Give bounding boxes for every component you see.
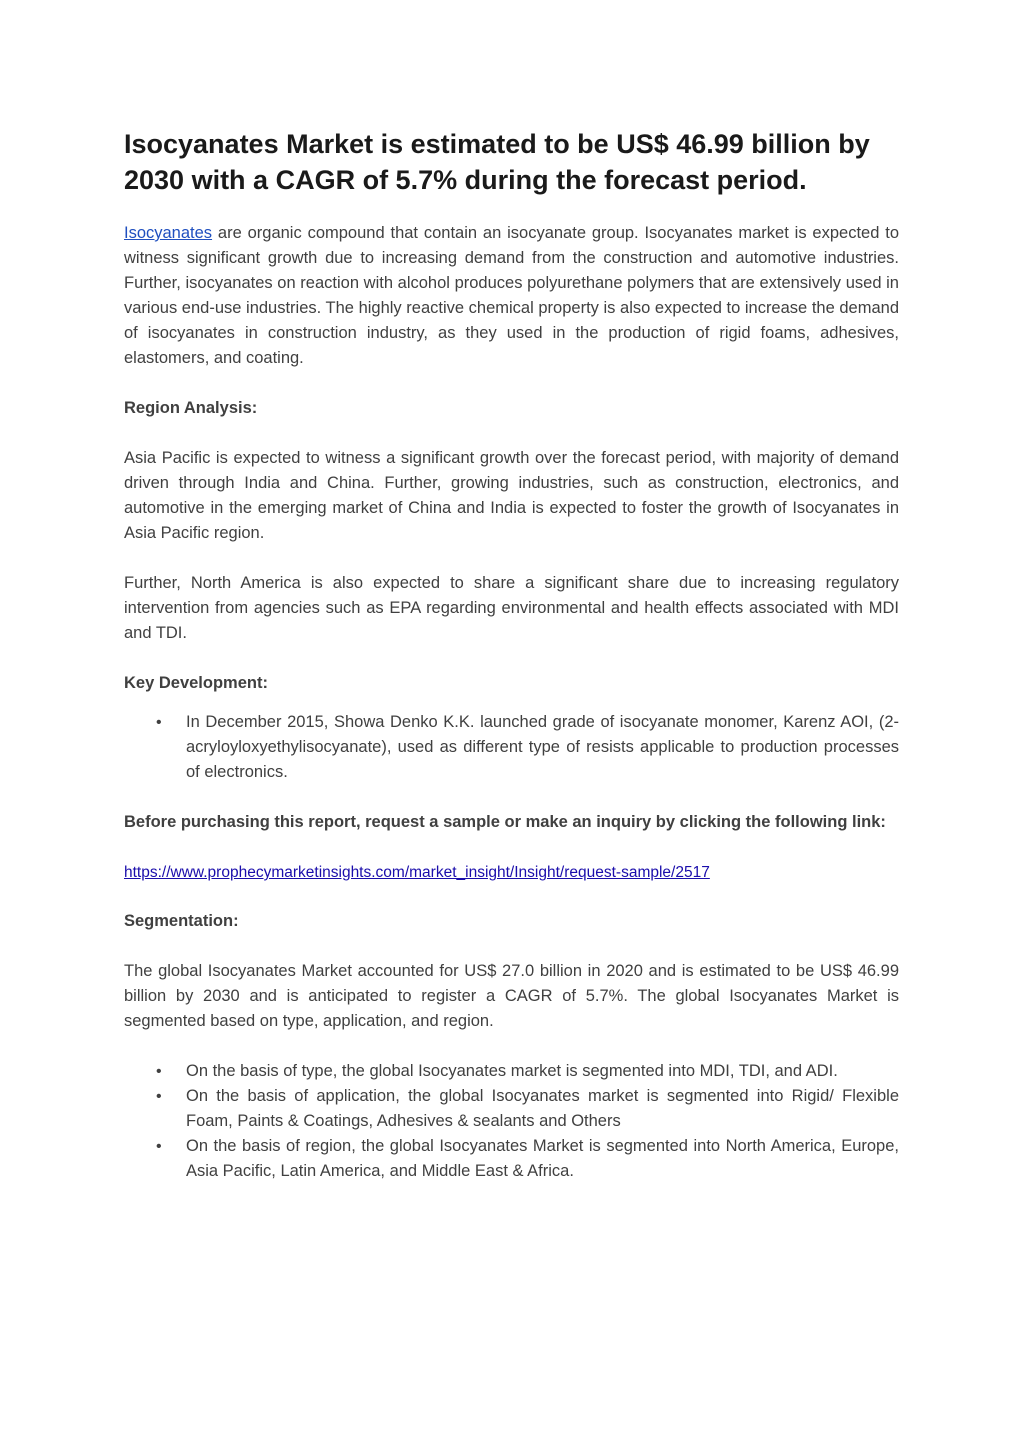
bullet-icon: • <box>156 1088 162 1105</box>
key-development-list <box>124 710 899 785</box>
list-item <box>124 1084 899 1134</box>
bullet-icon: • <box>156 1063 162 1080</box>
bullet-icon: • <box>156 1138 162 1155</box>
segmentation-heading: Segmentation: <box>124 912 239 930</box>
region-analysis-heading: Region Analysis: <box>124 399 258 417</box>
segmentation-paragraph: The global Isocyanates Market accounted for US$ 27.0 billion in 2020 and is estimated to be US$ 46.99 billion by 2030 and is anticipated to register a CAGR of 5.7%. The global Isocyanates Market is segmented based on type, application, and region. <box>124 962 899 1030</box>
bullet-icon: • <box>156 714 162 731</box>
key-development-heading: Key Development: <box>124 674 268 692</box>
document-page <box>124 126 899 1184</box>
list-item-text: On the basis of type, the global Isocyanates market is segmented into MDI, TDI, and ADI. <box>186 1062 838 1080</box>
list-item <box>124 710 899 785</box>
page-title: Isocyanates Market is estimated to be US$ 46.99 billion by 2030 with a CAGR of 5.7% during the forecast period. <box>124 129 870 195</box>
asia-pacific-paragraph: Asia Pacific is expected to witness a significant growth over the forecast period, with majority of demand driven through India and China. Further, growing industries, such as construction, electronics, and automotive in the emerging market of China and India is expected to foster the growth of Isocyanates in Asia Pacific region. <box>124 449 899 542</box>
segmentation-list <box>124 1059 899 1184</box>
cta-heading: Before purchasing this report, request a sample or make an inquiry by clicking the following link: <box>124 813 886 831</box>
intro-text: are organic compound that contain an isocyanate group. Isocyanates market is expected to witness significant growth due to increasing demand from the construction and automotive industries. Further, isocyanates on reaction with alcohol produces polyurethane polymers that are extensively used in various end-use industries. The highly reactive chemical property is also expected to increase the demand of isocyanates in construction industry, as they used in the production of rigid foams, adhesives, elastomers, and coating. <box>124 224 899 367</box>
list-item <box>124 1134 899 1184</box>
north-america-paragraph: Further, North America is also expected to share a significant share due to increasing regulatory intervention from agencies such as EPA regarding environmental and health effects associated with MDI and TDI. <box>124 574 899 642</box>
list-item <box>124 1059 899 1084</box>
request-sample-link[interactable]: https://www.prophecymarketinsights.com/market_insight/Insight/request-sample/2517 <box>124 864 710 881</box>
list-item-text: In December 2015, Showa Denko K.K. launched grade of isocyanate monomer, Karenz AOI, (2- acryloyloxyethylisocyanate), used as different type of resists applicable to production processes of electronics. <box>186 713 899 781</box>
intro-paragraph <box>124 221 899 371</box>
isocyanates-link[interactable]: Isocyanates <box>124 224 213 242</box>
list-item-text: On the basis of application, the global Isocyanates market is segmented into Rigid/ Flexible Foam, Paints & Coatings, Adhesives & sealants and Others <box>186 1087 899 1130</box>
sample-link-line <box>124 860 899 885</box>
list-item-text: On the basis of region, the global Isocyanates Market is segmented into North America, Europe, Asia Pacific, Latin America, and Middle East & Africa. <box>186 1137 899 1180</box>
